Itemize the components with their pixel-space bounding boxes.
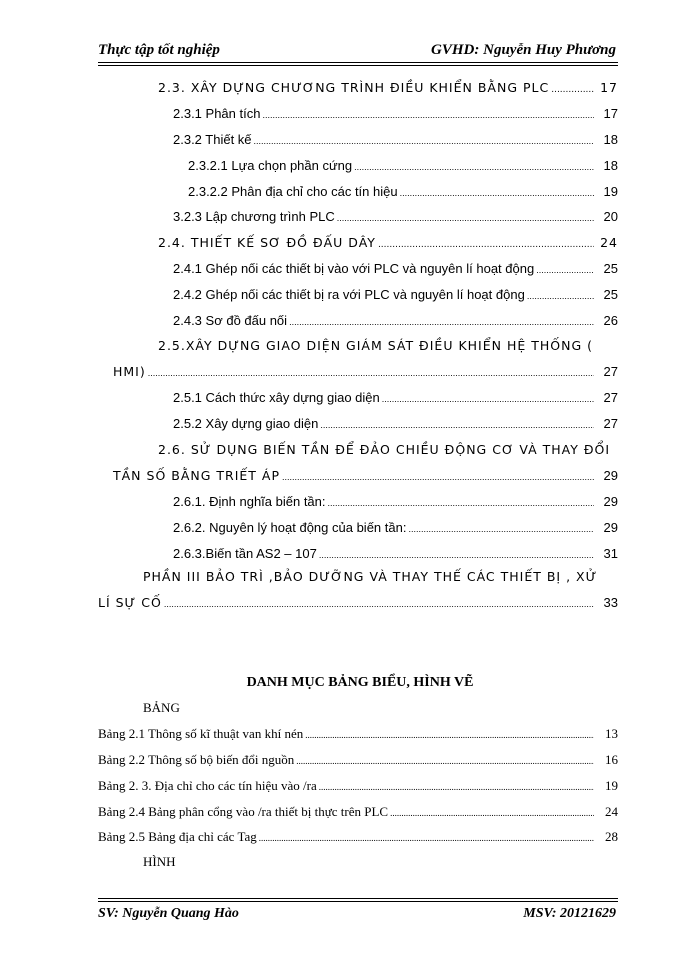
- tables-heading: BẢNG: [143, 700, 180, 715]
- toc-dots: [337, 213, 594, 223]
- toc-entry[interactable]: [98, 595, 618, 615]
- toc-dots: [382, 394, 594, 404]
- figures-heading: HÌNH: [143, 854, 176, 869]
- table-entry[interactable]: [98, 726, 618, 746]
- toc-entry-page: 29: [603, 520, 618, 535]
- toc-entry-page: 17: [600, 80, 618, 95]
- toc-entry-text: 2.6. SỬ DỤNG BIẾN TẦN ĐỂ ĐẢO CHIỀU ĐỘNG CƠ VÀ THAY ĐỔI: [158, 442, 611, 457]
- toc-entry-page: 27: [603, 416, 618, 431]
- toc-entry[interactable]: [173, 520, 618, 540]
- toc-dots: [536, 265, 594, 275]
- toc-entry-line1[interactable]: [143, 569, 618, 589]
- toc-entry-text: 2.6.3.Biến tần AS2 – 107: [173, 546, 317, 561]
- toc-entry-page: 29: [603, 468, 618, 483]
- toc-entry-text: 2.5.XÂY DỰNG GIAO DIỆN GIÁM SÁT ĐIỀU KHIỂN HỆ THỐNG (: [158, 338, 593, 353]
- toc-entry-text: PHẦN III BẢO TRÌ ,BẢO DƯỠNG VÀ THAY THẾ CÁC THIẾT BỊ , XỬ: [143, 569, 598, 584]
- toc-entry-text: 2.4. THIẾT KẾ SƠ ĐỒ ĐẤU DÂY: [158, 235, 376, 250]
- toc-entry-text: 3.2.3 Lập chương trình PLC: [173, 209, 335, 224]
- toc-dots: [408, 524, 594, 534]
- toc-entry-text: LÍ SỰ CỐ: [98, 595, 162, 610]
- toc-entry-text: 2.4.3 Sơ đồ đấu nối: [173, 313, 288, 328]
- toc-entry[interactable]: [173, 261, 618, 281]
- toc-entry[interactable]: [173, 494, 618, 514]
- toc-entry-page: 20: [603, 209, 618, 224]
- toc-dots: [319, 782, 594, 792]
- toc-entry-page: 18: [603, 158, 618, 173]
- toc-entry-page: 18: [603, 132, 618, 147]
- toc-entry-page: 25: [603, 261, 618, 276]
- toc-entry[interactable]: [173, 209, 618, 229]
- table-entry-page: 19: [605, 778, 618, 793]
- table-entry-page: 13: [605, 726, 618, 741]
- toc-dots: [305, 730, 594, 740]
- list-title: DANH MỤC BẢNG BIỂU, HÌNH VẼ: [246, 675, 474, 690]
- table-entry-page: 16: [605, 752, 618, 767]
- toc-entry[interactable]: [173, 106, 618, 126]
- toc-entry-line1[interactable]: [158, 442, 618, 462]
- toc-entry[interactable]: [113, 468, 618, 488]
- toc-entry[interactable]: [158, 80, 618, 100]
- toc-dots: [254, 136, 594, 146]
- toc-entry-page: 29: [603, 494, 618, 509]
- toc-dots: [164, 599, 594, 609]
- toc-entry[interactable]: [173, 416, 618, 436]
- toc-entry-page: 19: [603, 184, 618, 199]
- table-entry[interactable]: [98, 752, 618, 772]
- toc-entry[interactable]: [173, 546, 618, 566]
- toc-entry-text: 2.3. XÂY DỰNG CHƯƠNG TRÌNH ĐIỀU KHIỂN BẰNG PLC: [158, 80, 550, 95]
- toc-entry-page: 27: [603, 390, 618, 405]
- toc-dots: [262, 110, 594, 120]
- toc-entry-text: TẦN SỐ BẰNG TRIẾT ÁP: [113, 468, 280, 483]
- toc-entry-page: 26: [603, 313, 618, 328]
- toc-dots: [527, 291, 594, 301]
- toc-dots: [319, 550, 594, 560]
- toc-entry[interactable]: [173, 287, 618, 307]
- toc-entry-text: 2.3.2.2 Phân địa chỉ cho các tín hiệu: [188, 184, 398, 199]
- toc-entry[interactable]: [173, 390, 618, 410]
- table-entry[interactable]: [98, 829, 618, 849]
- toc-entry-text: 2.3.1 Phân tích: [173, 106, 261, 121]
- toc-entry[interactable]: [173, 132, 618, 152]
- toc-entry-text: 2.6.1. Định nghĩa biến tần:: [173, 494, 326, 509]
- toc-dots: [296, 756, 594, 766]
- toc-dots: [400, 188, 594, 198]
- footer-left: SV: Nguyễn Quang Hào: [98, 906, 239, 921]
- table-entry-text: Bảng 2.1 Thông số kĩ thuật van khí nén: [98, 726, 304, 741]
- toc-dots: [259, 833, 594, 843]
- toc-entry-text: 2.4.1 Ghép nối các thiết bị vào với PLC và nguyên lí hoạt động: [173, 261, 535, 276]
- toc-entry-text: 2.3.2.1 Lựa chọn phần cứng: [188, 158, 353, 173]
- toc-entry-text: 2.4.2 Ghép nối các thiết bị ra với PLC và nguyên lí hoạt động: [173, 287, 525, 302]
- toc-dots: [390, 808, 594, 818]
- toc-entry-page: 31: [603, 546, 618, 561]
- toc-entry-line1[interactable]: [158, 338, 618, 358]
- table-entry-text: Bảng 2.2 Thông số bộ biến đổi nguồn: [98, 752, 295, 767]
- toc-entry-text: HMI): [113, 364, 146, 379]
- table-entry-page: 28: [605, 829, 618, 844]
- toc-entry[interactable]: [113, 364, 618, 384]
- toc-entry-page: 27: [603, 364, 618, 379]
- toc-dots: [282, 472, 594, 482]
- footer-rule: [98, 898, 618, 902]
- header-rule: [98, 62, 618, 66]
- toc-entry[interactable]: [158, 235, 618, 255]
- toc-dots: [551, 85, 594, 95]
- table-entry-page: 24: [605, 804, 618, 819]
- toc-dots: [148, 368, 594, 378]
- table-entry-text: Bảng 2. 3. Địa chỉ cho các tín hiệu vào /ra: [98, 778, 317, 793]
- toc-entry[interactable]: [188, 184, 618, 204]
- toc-entry[interactable]: [173, 313, 618, 333]
- toc-entry-text: 2.6.2. Nguyên lý hoạt động của biến tần:: [173, 520, 407, 535]
- header-left: Thực tập tốt nghiệp: [98, 42, 220, 58]
- toc-entry-text: 2.5.2 Xây dựng giao diện: [173, 416, 319, 431]
- toc-entry-page: 24: [600, 235, 618, 250]
- toc-entry-text: 2.3.2 Thiết kế: [173, 132, 252, 147]
- toc-entry[interactable]: [188, 158, 618, 178]
- table-entry-text: Bảng 2.5 Bảng địa chỉ các Tag: [98, 829, 257, 844]
- toc-entry-page: 25: [603, 287, 618, 302]
- table-entry[interactable]: [98, 778, 618, 798]
- toc-dots: [378, 240, 594, 250]
- toc-entry-page: 33: [603, 595, 618, 610]
- table-entry[interactable]: [98, 804, 618, 824]
- footer-right: MSV: 20121629: [523, 906, 616, 921]
- toc-dots: [289, 317, 594, 327]
- header-right: GVHD: Nguyễn Huy Phương: [431, 42, 616, 58]
- toc-dots: [354, 162, 594, 172]
- toc-entry-page: 17: [603, 106, 618, 121]
- toc-dots: [320, 420, 594, 430]
- table-entry-text: Bảng 2.4 Bảng phân cổng vào /ra thiết bị thực trên PLC: [98, 804, 389, 819]
- toc-dots: [328, 498, 594, 508]
- toc-entry-text: 2.5.1 Cách thức xây dựng giao diện: [173, 390, 380, 405]
